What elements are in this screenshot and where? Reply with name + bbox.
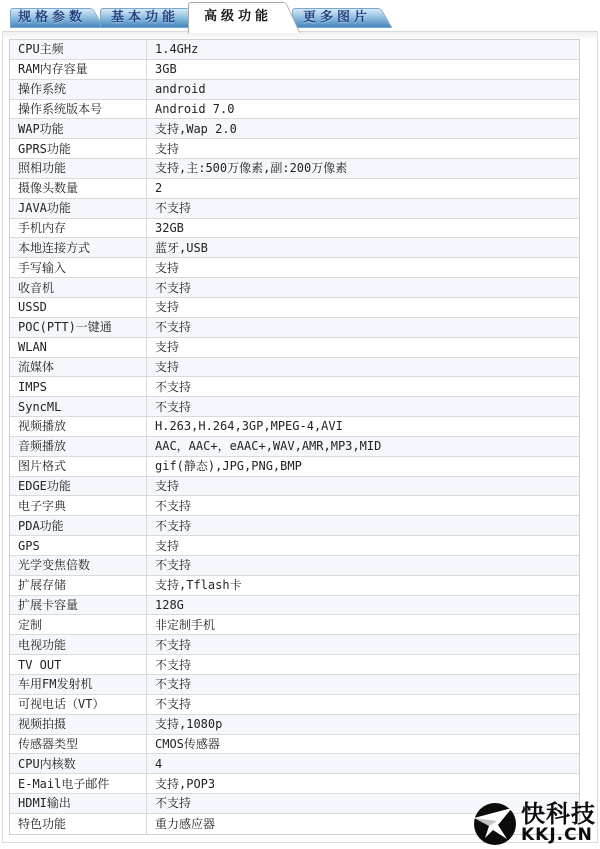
spec-label: 本地连接方式 xyxy=(10,238,147,257)
spec-value: 支持 xyxy=(155,141,180,156)
spec-value: 支持 xyxy=(155,478,180,493)
table-row xyxy=(10,576,579,596)
table-row xyxy=(10,298,579,318)
paper-plane-icon xyxy=(471,799,519,847)
table-row xyxy=(10,516,579,536)
spec-label: EDGE功能 xyxy=(10,477,147,496)
spec-value: 支持,POP3 xyxy=(155,776,216,791)
spec-label: 摄像头数量 xyxy=(10,179,147,198)
spec-value: 支持 xyxy=(155,260,180,275)
spec-label: SyncML xyxy=(10,397,147,416)
table-row xyxy=(10,596,579,616)
table-row xyxy=(10,556,579,576)
spec-label: 光学变焦倍数 xyxy=(10,556,147,575)
table-row xyxy=(10,278,579,298)
spec-label: 电视功能 xyxy=(10,635,147,654)
table-row xyxy=(10,60,579,80)
spec-label: 定制 xyxy=(10,615,147,634)
tab-basic-features[interactable] xyxy=(100,8,186,28)
spec-value: 支持 xyxy=(155,538,180,553)
table-row xyxy=(10,338,579,358)
spec-label: 扩展存储 xyxy=(10,576,147,595)
table-row xyxy=(10,417,579,437)
spec-label: 扩展卡容量 xyxy=(10,596,147,615)
spec-label: 收音机 xyxy=(10,278,147,297)
spec-label: 手机内存 xyxy=(10,219,147,238)
spec-label: 图片格式 xyxy=(10,457,147,476)
watermark-text xyxy=(521,802,596,844)
tab-spec-params[interactable] xyxy=(10,8,90,28)
table-row xyxy=(10,397,579,417)
table-row xyxy=(10,437,579,457)
spec-value: H.263,H.264,3GP,MPEG-4,AVI xyxy=(155,419,343,434)
table-row xyxy=(10,318,579,338)
spec-value: 不支持 xyxy=(155,637,192,652)
spec-label: 音频播放 xyxy=(10,437,147,456)
table-row xyxy=(10,695,579,715)
table-row xyxy=(10,536,579,556)
tab-bar xyxy=(0,0,600,31)
spec-value: 支持 xyxy=(155,359,180,374)
spec-value: 不支持 xyxy=(155,657,192,672)
table-row xyxy=(10,457,579,477)
table-row xyxy=(10,159,579,179)
spec-value: 不支持 xyxy=(155,697,192,712)
tab-advanced-features[interactable] xyxy=(188,2,284,33)
table-row xyxy=(10,655,579,675)
spec-label: POC(PTT)一键通 xyxy=(10,318,147,337)
spec-label: 操作系统 xyxy=(10,80,147,99)
spec-value: 不支持 xyxy=(155,518,192,533)
table-row xyxy=(10,100,579,120)
spec-label: WAP功能 xyxy=(10,119,147,138)
table-row xyxy=(10,715,579,735)
table-row xyxy=(10,238,579,258)
spec-label: 视频拍摄 xyxy=(10,715,147,734)
spec-label: 电子字典 xyxy=(10,496,147,515)
table-row xyxy=(10,40,579,60)
spec-value: 支持,Wap 2.0 xyxy=(155,121,237,136)
spec-label: IMPS xyxy=(10,377,147,396)
tab-label: 更多图片 xyxy=(302,10,371,25)
spec-value: Android 7.0 xyxy=(155,101,235,116)
spec-label: 可视电话（VT） xyxy=(10,695,147,714)
spec-label: 传感器类型 xyxy=(10,735,147,754)
spec-value: 支持,1080p xyxy=(155,717,223,732)
spec-value: gif(静态),JPG,PNG,BMP xyxy=(155,459,302,474)
spec-value: 不支持 xyxy=(155,498,192,513)
spec-value: 支持,Tflash卡 xyxy=(155,578,242,593)
table-row xyxy=(10,139,579,159)
spec-label: 照相功能 xyxy=(10,159,147,178)
table-row xyxy=(10,675,579,695)
spec-value: 不支持 xyxy=(155,320,192,335)
spec-label: RAM内存容量 xyxy=(10,60,147,79)
spec-value: CMOS传感器 xyxy=(155,736,220,751)
spec-value: 蓝牙,USB xyxy=(155,240,208,255)
spec-value: android xyxy=(155,82,206,97)
table-row xyxy=(10,477,579,497)
table-row xyxy=(10,754,579,774)
spec-label: USSD xyxy=(10,298,147,317)
spec-value: 支持,主:500万像素,副:200万像素 xyxy=(155,161,348,176)
spec-value: 非定制手机 xyxy=(155,617,216,632)
spec-value: 不支持 xyxy=(155,677,192,692)
watermark-kkj xyxy=(471,799,596,847)
tab-more-images[interactable] xyxy=(292,8,378,28)
table-row xyxy=(10,358,579,378)
spec-value: 32GB xyxy=(155,221,184,236)
spec-label: PDA功能 xyxy=(10,516,147,535)
table-row xyxy=(10,80,579,100)
spec-value: 不支持 xyxy=(155,399,192,414)
table-row xyxy=(10,377,579,397)
table-row xyxy=(10,496,579,516)
table-row xyxy=(10,735,579,755)
spec-label: HDMI输出 xyxy=(10,794,147,813)
spec-value: 不支持 xyxy=(155,796,192,811)
watermark-domain: KKJ.CN xyxy=(521,825,593,845)
table-row xyxy=(10,199,579,219)
spec-label: 车用FM发射机 xyxy=(10,675,147,694)
spec-label: 流媒体 xyxy=(10,358,147,377)
spec-value: 支持 xyxy=(155,340,180,355)
spec-value: 1.4GHz xyxy=(155,42,199,57)
spec-value: AAC，AAC+，eAAC+,WAV,AMR,MP3,MID xyxy=(155,439,382,454)
spec-label: E-Mail电子邮件 xyxy=(10,774,147,793)
spec-label: CPU主频 xyxy=(10,40,147,59)
spec-value: 3GB xyxy=(155,62,177,77)
spec-value: 4 xyxy=(155,756,163,771)
spec-label: JAVA功能 xyxy=(10,199,147,218)
spec-value: 不支持 xyxy=(155,280,192,295)
spec-label: 操作系统版本号 xyxy=(10,100,147,119)
table-row xyxy=(10,179,579,199)
spec-label: TV OUT xyxy=(10,655,147,674)
spec-value: 支持 xyxy=(155,300,180,315)
table-row xyxy=(10,635,579,655)
spec-value: 128G xyxy=(155,598,184,613)
spec-label: WLAN xyxy=(10,338,147,357)
table-row xyxy=(10,615,579,635)
spec-label: 手写输入 xyxy=(10,258,147,277)
tab-label: 规格参数 xyxy=(17,10,86,25)
spec-value: 重力感应器 xyxy=(155,816,216,831)
table-row xyxy=(10,119,579,139)
table-row xyxy=(10,774,579,794)
spec-table xyxy=(9,39,580,835)
tab-label: 基本功能 xyxy=(110,10,179,25)
spec-value: 不支持 xyxy=(155,558,192,573)
table-row xyxy=(10,219,579,239)
table-row xyxy=(10,258,579,278)
watermark-brand: 快科技 xyxy=(521,800,596,828)
tab-label: 高级功能 xyxy=(203,9,272,24)
spec-label: GPS xyxy=(10,536,147,555)
spec-value: 不支持 xyxy=(155,201,192,216)
spec-label: GPRS功能 xyxy=(10,139,147,158)
spec-label: 视频播放 xyxy=(10,417,147,436)
spec-value: 2 xyxy=(155,181,163,196)
spec-value: 不支持 xyxy=(155,379,192,394)
spec-label: 特色功能 xyxy=(10,814,147,834)
content-panel xyxy=(2,31,598,843)
spec-label: CPU内核数 xyxy=(10,754,147,773)
